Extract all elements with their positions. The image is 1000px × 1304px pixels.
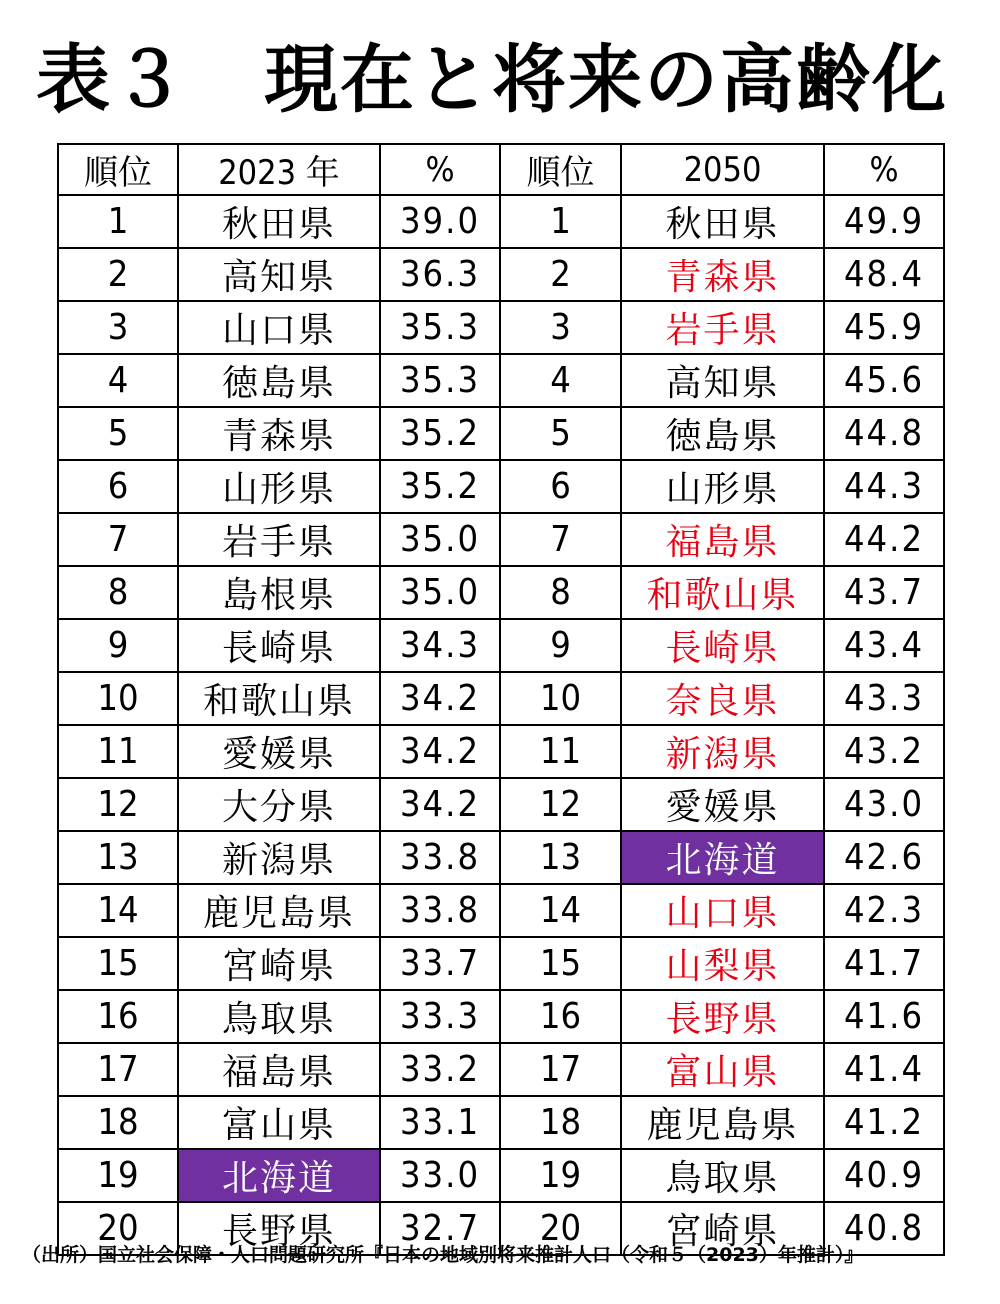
table-row [58, 460, 944, 513]
percent-2050-cell: 41.6 [824, 990, 944, 1043]
percent-2050-cell: 40.9 [824, 1149, 944, 1202]
percent-2050-cell: 45.6 [824, 354, 944, 407]
percent-2023-cell: 33.8 [380, 884, 500, 937]
prefecture-2050-cell: 奈良県 [621, 672, 824, 725]
table-row [58, 1043, 944, 1096]
percent-2023-cell: 39.0 [380, 195, 500, 248]
rank-2023-cell: 13 [58, 831, 178, 884]
percent-2023-cell: 33.8 [380, 831, 500, 884]
table-row [58, 566, 944, 619]
prefecture-2050-cell: 愛媛県 [621, 778, 824, 831]
rank-2023-cell: 11 [58, 725, 178, 778]
rank-2050-cell: 20 [500, 1202, 621, 1255]
table-row [58, 672, 944, 725]
rank-2050-cell: 11 [500, 725, 621, 778]
table-row [58, 301, 944, 354]
rank-2023-cell: 2 [58, 248, 178, 301]
prefecture-2023-cell: 愛媛県 [178, 725, 380, 778]
table-row [58, 248, 944, 301]
rank-2023-cell: 8 [58, 566, 178, 619]
header-year-2023: 2023 年 [178, 144, 380, 195]
prefecture-2023-cell: 鳥取県 [178, 990, 380, 1043]
table-row [58, 1096, 944, 1149]
rank-2050-cell: 7 [500, 513, 621, 566]
header-year-2050: 2050 [621, 144, 824, 195]
rank-2050-cell: 4 [500, 354, 621, 407]
percent-2023-cell: 33.2 [380, 1043, 500, 1096]
percent-2050-cell: 45.9 [824, 301, 944, 354]
prefecture-2050-cell: 山形県 [621, 460, 824, 513]
percent-2023-cell: 35.0 [380, 513, 500, 566]
percent-2050-cell: 40.8 [824, 1202, 944, 1255]
prefecture-2050-cell: 福島県 [621, 513, 824, 566]
rank-2050-cell: 9 [500, 619, 621, 672]
rank-2050-cell: 18 [500, 1096, 621, 1149]
table-row [58, 513, 944, 566]
percent-2023-cell: 33.7 [380, 937, 500, 990]
rank-2050-cell: 3 [500, 301, 621, 354]
rank-2023-cell: 14 [58, 884, 178, 937]
table-row [58, 778, 944, 831]
prefecture-2050-cell: 新潟県 [621, 725, 824, 778]
prefecture-2050-cell: 青森県 [621, 248, 824, 301]
prefecture-2023-cell: 和歌山県 [178, 672, 380, 725]
header-percent-2023: % [380, 144, 500, 195]
rank-2023-cell: 4 [58, 354, 178, 407]
prefecture-2023-cell: 島根県 [178, 566, 380, 619]
prefecture-2050-cell: 宮崎県 [621, 1202, 824, 1255]
rank-2050-cell: 6 [500, 460, 621, 513]
prefecture-2023-cell: 山口県 [178, 301, 380, 354]
rank-2050-cell: 1 [500, 195, 621, 248]
percent-2050-cell: 41.7 [824, 937, 944, 990]
rank-2023-cell: 19 [58, 1149, 178, 1202]
percent-2023-cell: 35.2 [380, 460, 500, 513]
table-row [58, 884, 944, 937]
prefecture-2050-cell: 山梨県 [621, 937, 824, 990]
rank-2050-cell: 17 [500, 1043, 621, 1096]
percent-2023-cell: 36.3 [380, 248, 500, 301]
rank-2023-cell: 7 [58, 513, 178, 566]
prefecture-2050-cell: 鹿児島県 [621, 1096, 824, 1149]
prefecture-2050-cell: 山口県 [621, 884, 824, 937]
percent-2050-cell: 44.8 [824, 407, 944, 460]
prefecture-2023-cell: 青森県 [178, 407, 380, 460]
prefecture-2023-cell: 富山県 [178, 1096, 380, 1149]
percent-2023-cell: 33.3 [380, 990, 500, 1043]
prefecture-2023-cell: 秋田県 [178, 195, 380, 248]
prefecture-2023-cell: 新潟県 [178, 831, 380, 884]
percent-2023-cell: 34.2 [380, 672, 500, 725]
rank-2050-cell: 10 [500, 672, 621, 725]
percent-2050-cell: 48.4 [824, 248, 944, 301]
prefecture-2050-cell: 岩手県 [621, 301, 824, 354]
prefecture-2023-cell: 福島県 [178, 1043, 380, 1096]
percent-2050-cell: 44.2 [824, 513, 944, 566]
percent-2023-cell: 34.2 [380, 725, 500, 778]
prefecture-2023-cell: 山形県 [178, 460, 380, 513]
rank-2050-cell: 16 [500, 990, 621, 1043]
percent-2050-cell: 43.2 [824, 725, 944, 778]
prefecture-2050-cell: 和歌山県 [621, 566, 824, 619]
rank-2023-cell: 20 [58, 1202, 178, 1255]
table-row [58, 725, 944, 778]
header-rank-2050: 順位 [500, 144, 621, 195]
rank-2023-cell: 17 [58, 1043, 178, 1096]
rank-2023-cell: 6 [58, 460, 178, 513]
rank-2023-cell: 12 [58, 778, 178, 831]
prefecture-2023-cell: 岩手県 [178, 513, 380, 566]
rank-2050-cell: 12 [500, 778, 621, 831]
rank-2050-cell: 15 [500, 937, 621, 990]
prefecture-2023-cell: 鹿児島県 [178, 884, 380, 937]
table-row [58, 1149, 944, 1202]
percent-2023-cell: 34.2 [380, 778, 500, 831]
percent-2023-cell: 33.0 [380, 1149, 500, 1202]
prefecture-2050-cell: 高知県 [621, 354, 824, 407]
header-rank-2023: 順位 [58, 144, 178, 195]
prefecture-2023-cell: 北海道 [178, 1149, 380, 1202]
rank-2050-cell: 19 [500, 1149, 621, 1202]
rank-2023-cell: 16 [58, 990, 178, 1043]
prefecture-2050-cell: 徳島県 [621, 407, 824, 460]
table-row [58, 831, 944, 884]
ranking-table [57, 143, 945, 1256]
source-note: （出所）国立社会保障・人口問題研究所『日本の地域別将来推計人口（令和５（2023）年推計）』 [22, 1244, 864, 1266]
percent-2050-cell: 43.3 [824, 672, 944, 725]
rank-2023-cell: 1 [58, 195, 178, 248]
rank-2050-cell: 2 [500, 248, 621, 301]
percent-2050-cell: 42.6 [824, 831, 944, 884]
percent-2050-cell: 43.4 [824, 619, 944, 672]
prefecture-2050-cell: 長野県 [621, 990, 824, 1043]
table-row [58, 354, 944, 407]
rank-2023-cell: 3 [58, 301, 178, 354]
prefecture-2050-cell: 富山県 [621, 1043, 824, 1096]
prefecture-2023-cell: 高知県 [178, 248, 380, 301]
prefecture-2050-cell: 秋田県 [621, 195, 824, 248]
table-row [58, 619, 944, 672]
percent-2050-cell: 44.3 [824, 460, 944, 513]
table-row [58, 195, 944, 248]
prefecture-2050-cell: 北海道 [621, 831, 824, 884]
prefecture-2023-cell: 宮崎県 [178, 937, 380, 990]
rank-2050-cell: 14 [500, 884, 621, 937]
percent-2023-cell: 35.2 [380, 407, 500, 460]
rank-2050-cell: 5 [500, 407, 621, 460]
table-row [58, 407, 944, 460]
rank-2050-cell: 8 [500, 566, 621, 619]
percent-2050-cell: 41.4 [824, 1043, 944, 1096]
percent-2023-cell: 34.3 [380, 619, 500, 672]
rank-2023-cell: 18 [58, 1096, 178, 1149]
percent-2023-cell: 35.3 [380, 354, 500, 407]
percent-2023-cell: 33.1 [380, 1096, 500, 1149]
percent-2023-cell: 35.0 [380, 566, 500, 619]
percent-2050-cell: 41.2 [824, 1096, 944, 1149]
percent-2050-cell: 43.0 [824, 778, 944, 831]
header-percent-2050: % [824, 144, 944, 195]
percent-2050-cell: 43.7 [824, 566, 944, 619]
prefecture-2023-cell: 長崎県 [178, 619, 380, 672]
prefecture-2050-cell: 長崎県 [621, 619, 824, 672]
percent-2023-cell: 35.3 [380, 301, 500, 354]
prefecture-2023-cell: 長野県 [178, 1202, 380, 1255]
table-row [58, 990, 944, 1043]
table-header-row [58, 144, 944, 195]
rank-2023-cell: 5 [58, 407, 178, 460]
rank-2050-cell: 13 [500, 831, 621, 884]
prefecture-2023-cell: 徳島県 [178, 354, 380, 407]
percent-2050-cell: 42.3 [824, 884, 944, 937]
prefecture-2050-cell: 鳥取県 [621, 1149, 824, 1202]
rank-2023-cell: 9 [58, 619, 178, 672]
prefecture-2023-cell: 大分県 [178, 778, 380, 831]
percent-2023-cell: 32.7 [380, 1202, 500, 1255]
percent-2050-cell: 49.9 [824, 195, 944, 248]
page-title: 表３ 現在と将来の高齢化 [36, 37, 948, 123]
rank-2023-cell: 15 [58, 937, 178, 990]
table-row [58, 937, 944, 990]
rank-2023-cell: 10 [58, 672, 178, 725]
